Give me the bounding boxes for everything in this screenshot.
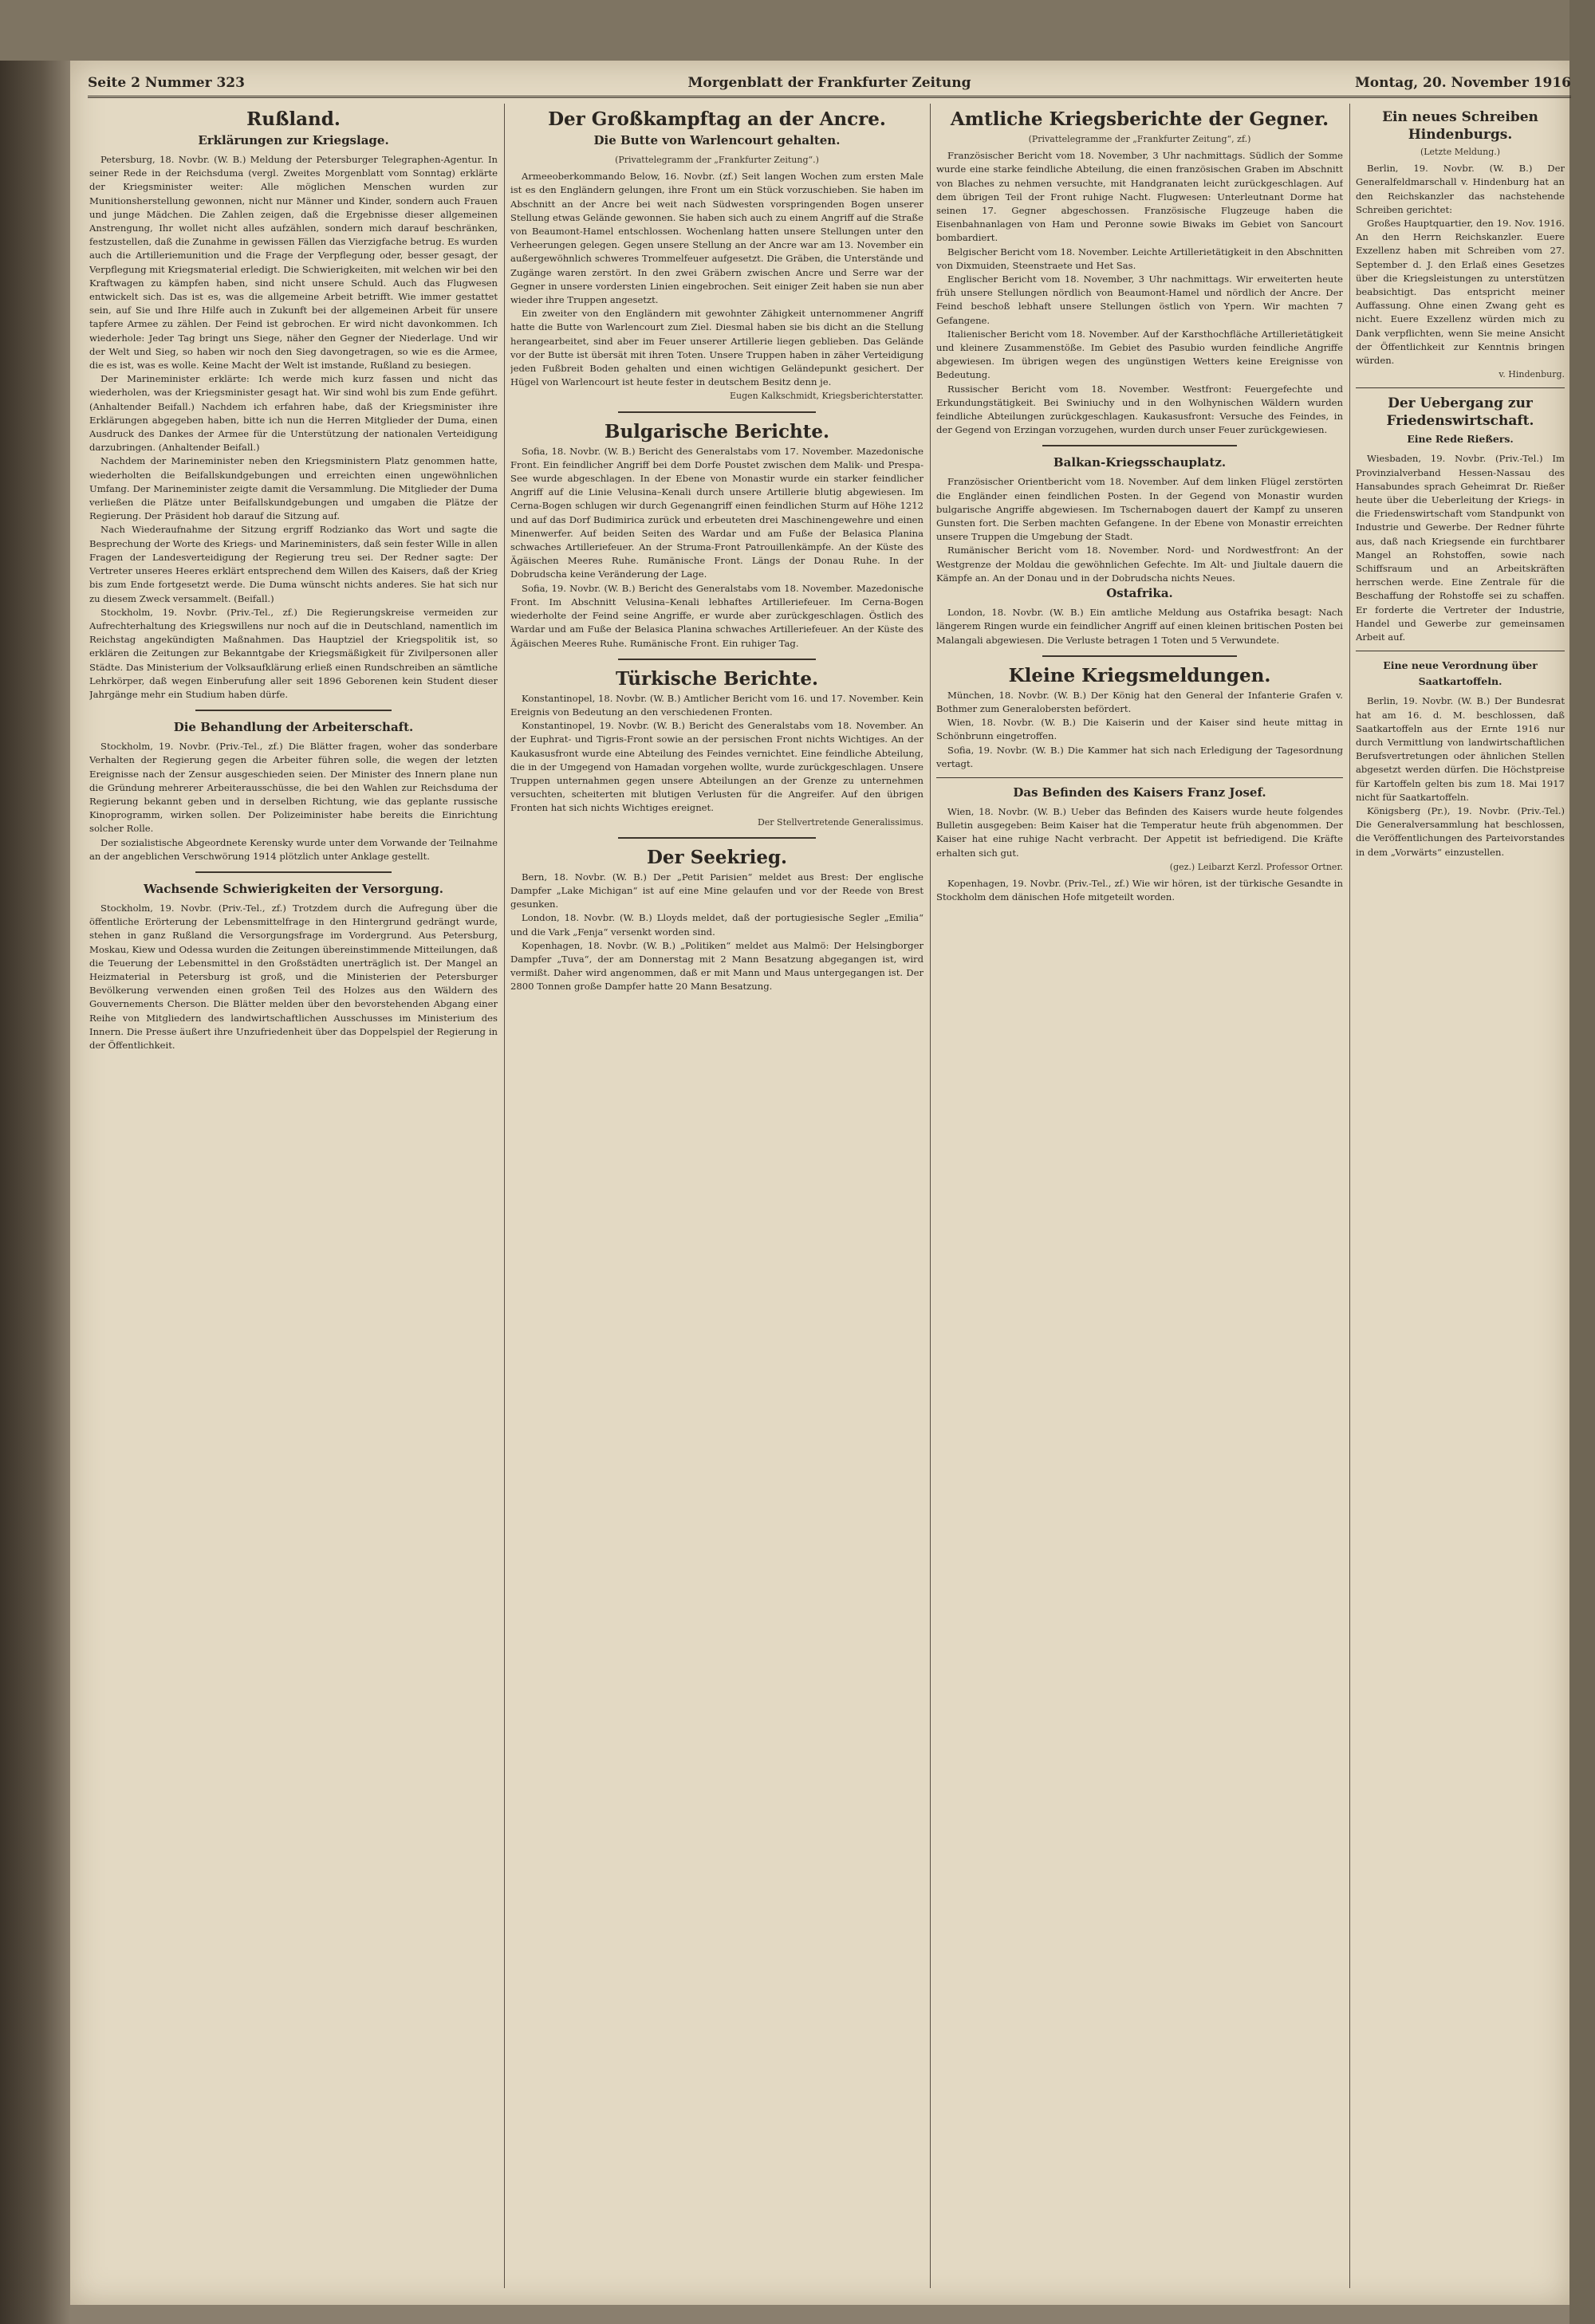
- article-headline: Türkische Berichte.: [615, 667, 819, 690]
- column-3: [936, 104, 1343, 2288]
- dateline-note: (Privattelegramm der „Frankfurter Zeitung“.): [615, 155, 819, 165]
- article-paragraph: München, 18. Novbr. (W. B.) Der König hat den General der Infanterie Grafen v. Bothmer zum Generalobersten befördert.: [936, 689, 1343, 714]
- article-headline: Der Seekrieg.: [646, 846, 788, 868]
- article-subheadline: Erklärungen zur Kriegslage.: [198, 133, 389, 147]
- article-paragraph: Stockholm, 19. Novbr. (Priv.-Tel., zf.) Trotzdem durch die Aufregung über die öffentliche Erörterung der Lebensmittelfrage in den Hintergrund gedrängt wurde, stehen in ganz Rußland die Versorgungsfrage im Vordergrund. Aus Petersburg, Moskau, Kiew und Odessa wurden die Zeitungen übereinstimmende Mitteilungen, daß die Teuerung der Lebensmittel in den Großstädten unerträglich ist. Der Mangel an Heizmaterial in Petersburg ist groß, und die Ministerien der Petersburger Bevölkerung verwenden einen großen Teil des Holzes aus den Wäldern des Gouvernements Cherson. Die Blätter melden über den bevorstehenden Abgang einer Reihe von Mitgliedern des landwirtschaftlichen Ausschusses im Ministerium des Innern. Die Presse äußert ihre Unzufriedenheit über das Doppelspiel der Regierung in der Öffentlichkeit.: [89, 902, 498, 1051]
- section-divider: [618, 837, 817, 839]
- article-headline: Ein neues Schreiben Hindenburgs.: [1382, 109, 1538, 143]
- article-paragraph: Bern, 18. Novbr. (W. B.) Der „Petit Parisien“ meldet aus Brest: Der englische Dampfer „Lake Michigan“ ist auf eine Mine gelaufen und vor der Reede von Brest gesunken.: [510, 871, 924, 910]
- article-paragraph: London, 18. Novbr. (W. B.) Lloyds meldet, daß der portugiesische Segler „Emilia“ und die Vark „Fenja“ versenkt worden sind.: [510, 912, 924, 938]
- page-top-edge: [0, 0, 1595, 61]
- article-headline: Ostafrika.: [1106, 586, 1173, 601]
- article-paragraph: Sofia, 19. Novbr. (W. B.) Bericht des Generalstabs vom 18. November. Mazedonische Front. Im Abschnitt Velusina–Kenali lebhaftes Artilleriefeuer. Im Cerna-Bogen wiederholte der Feind seine Angriffe, er wurde aber zurückgeschlagen. Östlich des Wardar und am Fuße der Belasica Planina schwaches Artilleriefeuer. An der Küste des Ägäischen Meeres Ruhe. Rumänische Front. Ein ruhiger Tag.: [510, 582, 924, 649]
- article-headline: Eine neue Verordnung über Saatkartoffeln.: [1383, 659, 1538, 688]
- article-paragraph: Stockholm, 19. Novbr. (Priv.-Tel., zf.) Die Blätter fragen, woher das sonderbare Verhalten der Regierung gegen die Arbeiter führen solle, die wegen der letzten Ereignisse nach der Zensur ausgeschieden seien. Der Minister des Innern plane nun die Gründung mehrerer Arbeiterausschüsse, die bei den Wahlen zur Reichsduma der Regierung bekannt geben und in derselben Richtung, wie das geplante russische Kinoprogramm, wirken sollen. Der Polizeiminister habe bereits die Einrichtung solcher Rolle.: [89, 741, 498, 835]
- article-paragraph: Kopenhagen, 18. Novbr. (W. B.) „Politiken“ meldet aus Malmö: Der Helsingborger Dampfer „Tuva“, der am Donnerstag mit 2 Mann Besatzung abgegangen ist, wird vermißt. Daher wird angenommen, daß er mit Mann und Maus untergegangen ist. Der 2800 Tonnen große Dampfer hatte 20 Mann Besatzung.: [510, 939, 924, 993]
- masthead: [88, 69, 1571, 98]
- book-binding: [0, 0, 70, 2324]
- article-paragraph: Wiesbaden, 19. Novbr. (Priv.-Tel.) Im Provinzialverband Hessen-Nassau des Hansabundes sprach Geheimrat Dr. Rießer heute über die Ueberleitung der Kriegs- in die Friedenswirtschaft vom Standpunkt von Industrie und Gewerbe. Der Redner führte aus, daß nach Kriegsende ein furchtbarer Mangel an Rohstoffen, sowie nach Schiffsraum und an Arbeitskräften herrschen werde. Eine Zentrale für die Beschaffung der Rohstoffe sei zu schaffen. Er forderte die Vertreter der Industrie, Handel und Gewerbe zur gemeinsamen Arbeit auf.: [1356, 453, 1565, 643]
- article-paragraph: London, 18. Novbr. (W. B.) Ein amtliche Meldung aus Ostafrika besagt: Nach längerem Ringen wurde ein feindlicher Angriff auf einen kleinen britischen Posten bei Malangali abgewiesen. Die Verluste betragen 1 Toten und 5 Verwundete.: [936, 607, 1343, 646]
- article-paragraph: Englischer Bericht vom 18. November, 3 Uhr nachmittags. Wir erweiterten heute früh unsere Stellungen nördlich von Beaumont-Hamel und nördlich der Ancre. Der Feind beschoß lebhaft unsere Stellungen östlich von Ypern. Wir machten 7 Gefangene.: [936, 273, 1343, 326]
- article-headline: Bulgarische Berichte.: [605, 420, 829, 442]
- article-paragraph: Ein zweiter von den Engländern mit gewohnter Zähigkeit unternommener Angriff hatte die Butte von Warlencourt zum Ziel. Diesmal haben sie bis dicht an die Stellung herangearbeitet, sind aber im Feuer unserer Artillerie liegen geblieben. Das Gelände vor der Butte ist übersät mit ihren Toten. Unsere Truppen haben in zäher Verteidigung jeden Fußbreit Boden gehalten und einen wichtigen Geländepunkt gesichert. Der Hügel von Warlencourt ist heute fester in deutschem Besitz denn je.: [510, 308, 924, 388]
- section-divider: [195, 710, 392, 711]
- article-paragraph: Kopenhagen, 19. Novbr. (Priv.-Tel., zf.) Wie wir hören, ist der türkische Gesandte in Stockholm dem dänischen Hofe mitgeteilt worden.: [936, 877, 1343, 903]
- column-4: [1356, 104, 1565, 2288]
- section-divider: [1042, 655, 1238, 657]
- column-divider: [504, 104, 505, 2288]
- article-paragraph: Konstantinopel, 19. Novbr. (W. B.) Bericht des Generalstabs vom 18. November. An der Euphrat- und Tigris-Front sowie an der persischen Front nichts Wichtiges. An der Kaukasusfront wurde eine Abteilung des Feindes vernichtet. Eine feindliche Abteilung, die in der Umgegend von Hamadan vorgehen wollte, wurde zurückgeschlagen. Unsere Truppen unternahmen gegen unsere Abteilungen an der Grenze zu unternehmen versuchten, scheiterten mit blutigen Verlusten für die Angreifer. Auf den übrigen Fronten hat sich nichts Wichtiges ereignet.: [510, 720, 924, 814]
- column-1: [89, 104, 498, 2288]
- section-divider: [1042, 445, 1238, 446]
- article-paragraph: Großes Hauptquartier, den 19. Nov. 1916. An den Herrn Reichskanzler. Euere Exzellenz haben mit Schreiben vom 27. September d. J. den Erlaß eines Gesetzes über die Kriegsleistungen zu unterstützen beabsichtigt. Das entspricht meiner Auffassung. Ohne einen Zwang geht es nicht. Euere Exzellenz würden mich zu Dank verpflichten, wenn Sie meine Ansicht der Öffentlichkeit zur Kenntnis bringen würden.: [1356, 218, 1565, 367]
- article-paragraph: Königsberg (Pr.), 19. Novbr. (Priv.-Tel.) Die Generalversammlung hat beschlossen, die Veröffentlichungen des Parteivorstandes in dem „Vorwärts“ einzustellen.: [1356, 804, 1565, 858]
- page-right-edge: [1569, 0, 1595, 2324]
- signature: v. Hindenburg.: [1499, 369, 1565, 380]
- dateline-note: (Privattelegramme der „Frankfurter Zeitung“, zf.): [1028, 134, 1251, 144]
- column-divider: [930, 104, 931, 2288]
- article-subheadline: Die Butte von Warlencourt gehalten.: [593, 133, 841, 147]
- article-paragraph: Berlin, 19. Novbr. (W. B.) Der Bundesrat hat am 16. d. M. beschlossen, daß Saatkartoffeln aus der Ernte 1916 nur durch Vermittlung von landwirtschaftlichen Berufsvertretungen oder ähnlichen Stellen abgesetzt werden dürfen. Die Höchstpreise für Kartoffeln gelten bis zum 18. Mai 1917 nicht für Saatkartoffeln.: [1356, 695, 1565, 803]
- column-2: [510, 104, 924, 2288]
- signature: Der Stellvertretende Generalissimus.: [757, 816, 924, 828]
- section-divider: [1356, 387, 1565, 388]
- article-paragraph: Französischer Orientbericht vom 18. November. Auf dem linken Flügel zerstörten die Engländer einen feindlichen Posten. In der Gegend von Monastir wurden bulgarische Angriffe abgewiesen. Im Tschernabogen dauert der Kampf zu unseren Gunsten fort. Die Serben machten Gefangene. In der Ebene von Monastir erreichten unsere Truppen die Umgebung der Stadt.: [936, 476, 1343, 543]
- article-paragraph: Russischer Bericht vom 18. November. Westfront: Feuergefechte und Erkundungstätigkeit. Bei Swiniuchy und in den Wolhynischen Wäldern wurden feindliche Abteilungen zurückgeschlagen. Kaukasusfront: Versuche des Feindes, in der Gegend von Erzingan vorzugehen, wurden durch unser Feuer zurückgewiesen.: [936, 383, 1343, 436]
- article-headline: Der Großkampftag an der Ancre.: [548, 108, 886, 130]
- article-paragraph: Französischer Bericht vom 18. November, 3 Uhr nachmittags. Südlich der Somme wurde eine starke feindliche Abteilung, die einen französischen Graben im Abschnitt von Blaches zu nehmen versuchte, mit Handgranaten leicht zurückgeschlagen. Auf dem übrigen Teil der Front ruhige Nacht. Flugwesen: Unterleutnant Dorme hat seinen 17. Gegner abgeschossen. Französische Flugzeuge haben die Eisenbahnanlagen von Ham und Peronne sowie Biwaks im Gebiet von Sancourt bombardiert.: [936, 150, 1343, 244]
- section-divider: [195, 871, 392, 873]
- article-paragraph: Armeeoberkommando Below, 16. Novbr. (zf.) Seit langen Wochen zum ersten Male ist es den Engländern gelungen, ihre Front um ein Stück vorzuschieben. Sie haben im Abschnitt an der Ancre bei weit nach Südwesten vorspringenden Bogen unserer Stellung etwas Gelände gewonnen. Sie haben sich auch zu einem Angriff auf die Straße von Beaumont-Hamel entschlossen. Wochenlang hatten unsere Stellungen unter den Verheerungen gelegen. Gegen unsere Stellung an der Ancre war am 13. November ein außergewöhnlich schweres Trommelfeuer aufgesetzt. Die Gräben, die Unterstände und Zugänge waren zerstört. In den zwei Gräbern zwischen Ancre und Serre war der Gegner in unsere vordersten Linien eingebrochen. Seit einiger Zeit haben sie nun aber wieder ihre Truppen angesetzt.: [510, 171, 924, 306]
- section-divider: [618, 659, 817, 660]
- article-paragraph: Rumänischer Bericht vom 18. November. Nord- und Nordwestfront: An der Westgrenze der Moldau die gewöhnlichen Gefechte. Im Alt- und Jiultale dauern die Kämpfe an. An der Donau und in der Dobrudscha nichts Neues.: [936, 545, 1343, 584]
- article-subheadline: Eine Rede Rießers.: [1407, 433, 1514, 446]
- article-headline: Die Behandlung der Arbeiterschaft.: [173, 720, 414, 735]
- article-paragraph: Petersburg, 18. Novbr. (W. B.) Meldung der Petersburger Telegraphen-Agentur. In seiner Rede in der Reichsduma (vergl. Zweites Morgenblatt vom Sonntag) erklärte der Kriegsminister weiter: Alle möglichen Menschen wurden zur Munitionsherstellung gewonnen, nicht nur Männer und Kinder, sondern auch Frauen und junge Mädchen. Die Zahlen zeigen, daß die Ergebnisse dieser allgemeinen Anstrengung, Ihr wollet nicht alles aufzählen, sondern mich darauf beschränken, festzustellen, daß die Zunahme in gewissen Fällen das Vierzigfache betrug. Es wurden auch die Artilleriemunition und die Frage der Verpflegung oder, besser gesagt, der Verpflegung mit Kriegsmaterial erledigt. Die Schwierigkeiten, mit welchen wir bei den Kraftwagen zu kämpfen haben, sind nicht unsere Schuld. Auch das Flugwesen entwickelt sich. Das ist es, was die allgemeine Arbeit betrifft. Wie immer gestattet sein, auf Sie und Ihre Hilfe auch in Zukunft bei der allgemeinen Arbeit für unsere tapfere Armee zu zählen. Der Feind ist gebrochen. Er wird nicht davonkommen. Ich wiederhole: Jeder Tag bringt uns Siege, näher den Gegner der Niederlage. Und wir der Welt und Sieg, so haben wir noch den Sieg davongetragen, so wie es die Armee, die es ist, was es wolle. Keine Macht der Welt ist imstande, Rußland zu besiegen.: [89, 154, 498, 372]
- page-number: Seite 2 Nummer 323: [88, 75, 245, 91]
- article-paragraph: Nachdem der Marineminister neben den Kriegsministern Platz genommen hatte, wiederholten die Beifallskundgebungen und erreichten einen ungewöhnlichen Umfang. Der Marineminister zeigte damit die Versammlung. Die Mitglieder der Duma verließen die Plätze unter Beifallskundgebungen und umgaben die Plätze der Regierung. Der Präsident hob darauf die Sitzung auf.: [89, 455, 498, 522]
- article-paragraph: Belgischer Bericht vom 18. November. Leichte Artillerietätigkeit in den Abschnitten von Dixmuiden, Steenstraete und Het Sas.: [936, 246, 1343, 271]
- issue-date: Montag, 20. November 1916: [1354, 75, 1571, 91]
- article-headline: Wachsende Schwierigkeiten der Versorgung.: [143, 881, 444, 896]
- article-headline: Der Uebergang zur Friedenswirtschaft.: [1386, 395, 1534, 430]
- section-divider: [936, 777, 1343, 778]
- article-paragraph: Wien, 18. Novbr. (W. B.) Die Kaiserin und der Kaiser sind heute mittag in Schönbrunn eingetroffen.: [936, 717, 1343, 742]
- signature: (gez.) Leibarzt Kerzl. Professor Ortner.: [1169, 861, 1343, 872]
- article-headline: Das Befinden des Kaisers Franz Josef.: [1013, 784, 1266, 800]
- column-divider: [1349, 104, 1350, 2288]
- article-paragraph: Der Marineminister erklärte: Ich werde mich kurz fassen und nicht das wiederholen, was der Kriegsminister gesagt hat. Wir sind wohl bis zum Ende geführt. (Anhaltender Beifall.) Nachdem ich erfahren habe, daß der Kriegsminister ihre Erklärungen abgegeben haben, bitte ich nun die Herren Mitglieder der Duma, einen Ausdruck des Dankes der Armee für die Unterstützung der nationalen Verteidigung darzubringen. (Anhaltender Beifall.): [89, 373, 498, 454]
- article-paragraph: Konstantinopel, 18. Novbr. (W. B.) Amtlicher Bericht vom 16. und 17. November. Kein Ereignis von Bedeutung an den verschiedenen Fronten.: [510, 692, 924, 718]
- article-paragraph: Sofia, 18. Novbr. (W. B.) Bericht des Generalstabs vom 17. November. Mazedonische Front. Ein feindlicher Angriff bei dem Dorfe Poustet zwischen dem Malik- und Prespa-See wurde abgeschlagen. In der Ebene von Monastir wurde ein starker feindlicher Angriff auf die Linie Velusina–Kenali durch unsere Artillerie blutig abgewiesen. Im Cerna-Bogen schlugen wir durch Gegenangriff einen feindlichen Sturm auf Höhe 1212 und auf das Dorf Budimirica zurück und erbeuteten drei Maschinengewehre und einen Minenwerfer. Auf beiden Seiten des Wardar und am Fuße der Belasica Planina schwaches Artilleriefeuer. An der Struma-Front Patrouillenkämpfe. An der Küste des Ägäischen Meeres Ruhe. Rumänische Front. Längs der Donau Ruhe. In der Dobrudscha keine Veränderung der Lage.: [510, 445, 924, 580]
- section-divider: [618, 411, 817, 413]
- article-paragraph: Stockholm, 19. Novbr. (Priv.-Tel., zf.) Die Regierungskreise vermeiden zur Aufrechterhaltung des Kriegswillens nur noch auf die in Deutschland, namentlich im Reichstag angekündigten Maßnahmen. Das Hauptziel der Kriegspolitik ist, so erklären die Zeitungen zur Bekanntgabe der Kriegsmäßigkeit für Zivilpersonen aller Städte. Das Ministerium der Volksaufklärung erließ einen Rundschreiben an sämtliche Lehrkörper, daß wegen Einberufung aller seit 1896 Geborenen kein Student dieser Jahrgänge mehr ein Studium haben dürfe.: [89, 606, 498, 700]
- dateline-note: (Letzte Meldung.): [1420, 147, 1501, 157]
- article-headline: Amtliche Kriegsberichte der Gegner.: [950, 108, 1329, 130]
- article-headline: Rußland.: [246, 108, 341, 130]
- article-paragraph: Sofia, 19. Novbr. (W. B.) Die Kammer hat sich nach Erledigung der Tagesordnung vertagt.: [936, 744, 1343, 769]
- article-paragraph: Nach Wiederaufnahme der Sitzung ergriff Rodzianko das Wort und sagte die Besprechung der Worte des Kriegs- und Marineministers, daß sein fester Wille in allen Fragen der Landesverteidigung der Regierung treu sei. Der Redner sagte: Der Vertreter unseres Heeres erklärt entsprechend dem Willen des Kaisers, daß der Krieg bis zum Ende fortgesetzt werde. Die Duma wünscht nichts anderes. Sie hat sich nur zu diesem Zweck versammelt. (Beifall.): [89, 524, 498, 604]
- article-headline: Balkan-Kriegsschauplatz.: [1053, 455, 1227, 470]
- byline: Eugen Kalkschmidt, Kriegsberichterstatter.: [730, 391, 924, 402]
- article-headline: Kleine Kriegsmeldungen.: [1008, 664, 1271, 686]
- article-paragraph: Italienischer Bericht vom 18. November. Auf der Karsthochfläche Artillerietätigkeit und kleinere Zusammenstöße. Im Gebiet des Pasubio wurden feindliche Angriffe abgewiesen. Im übrigen wegen des ungünstigen Wetters keine Ereignisse von Bedeutung.: [936, 328, 1343, 381]
- article-paragraph: Der sozialistische Abgeordnete Kerensky wurde unter dem Vorwande der Teilnahme an der angeblichen Verschwörung 1914 plötzlich unter Anklage gestellt.: [89, 836, 498, 862]
- article-paragraph: Wien, 18. Novbr. (W. B.) Ueber das Befinden des Kaisers wurde heute folgendes Bulletin ausgegeben: Beim Kaiser hat die Temperatur heute früh abgenommen. Der Kaiser hat eine ruhige Nacht verbracht. Der Appetit ist befriedigend. Die Kräfte erhalten sich gut.: [936, 805, 1343, 859]
- article-paragraph: Berlin, 19. Novbr. (W. B.) Der Generalfeldmarschall v. Hindenburg hat an den Reichskanzler das nachstehende Schreiben gerichtet:: [1356, 163, 1565, 215]
- newspaper-title: Morgenblatt der Frankfurter Zeitung: [687, 75, 971, 91]
